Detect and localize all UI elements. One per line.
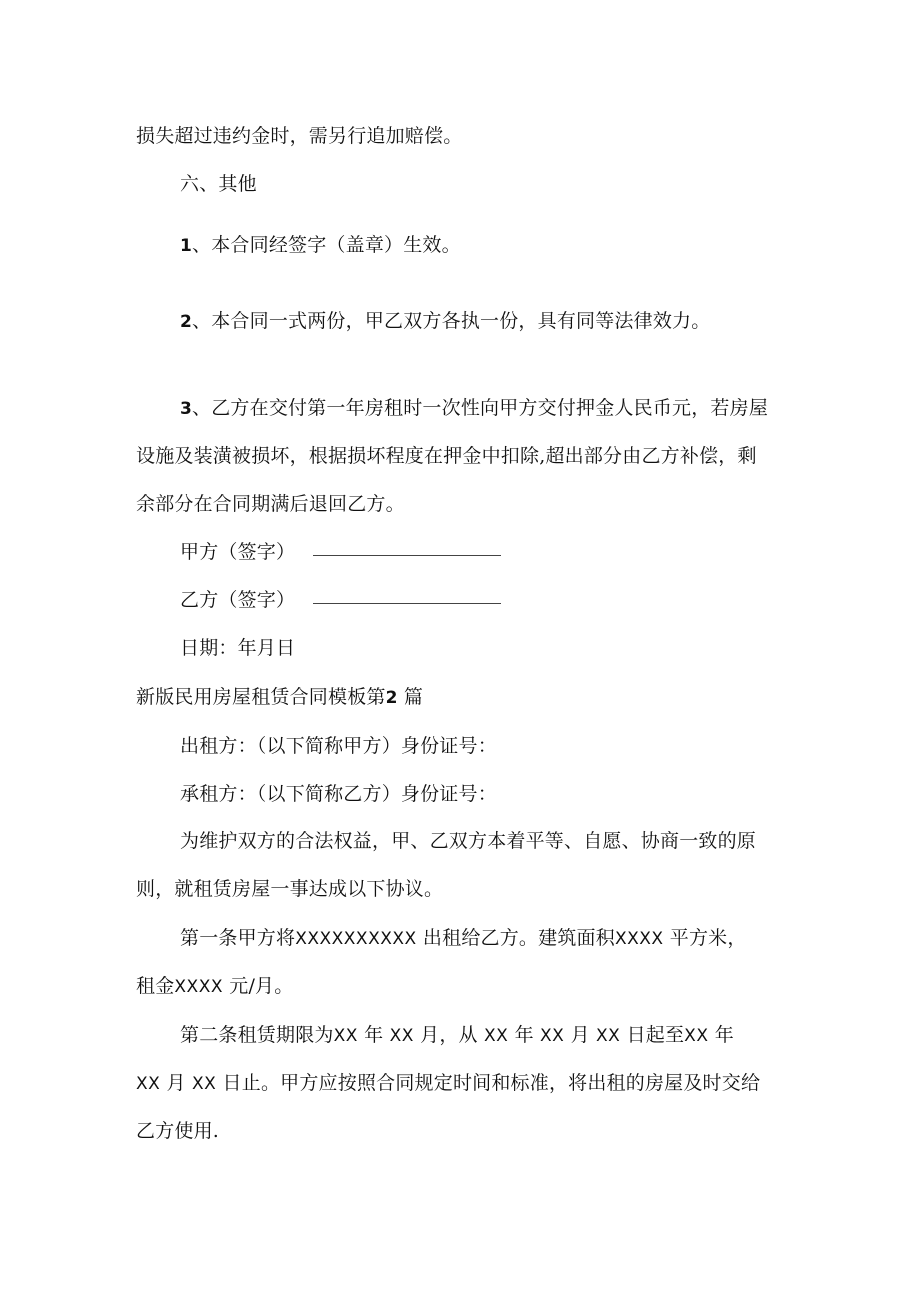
paragraph-line (136, 1119, 219, 1143)
placeholder-x: XXXX (614, 929, 664, 949)
paragraph-line (136, 877, 443, 901)
paragraph-line (136, 124, 462, 148)
text: 年 (364, 1024, 384, 1046)
title-suffix: 篇 (403, 686, 424, 708)
placeholder-x: XX (684, 1026, 709, 1046)
article-1-line (180, 926, 747, 951)
placeholder-x: XX (192, 1074, 217, 1094)
text: 出租给乙方。建筑面积 (422, 927, 615, 949)
item-number: 1 (180, 236, 193, 256)
item-number: 2 (180, 312, 193, 332)
text: 余部分在合同期满后退回乙方。 (136, 493, 405, 515)
placeholder-x: XX (540, 1026, 565, 1046)
paragraph-line (180, 829, 756, 853)
text: 乙方使用. (136, 1120, 220, 1142)
signature-party-b (180, 588, 501, 612)
section-heading (180, 172, 257, 196)
placeholder-x: XX (484, 1026, 509, 1046)
placeholder-x: XX (596, 1026, 621, 1046)
text: 第一条甲方将 (180, 927, 296, 949)
document-title (136, 685, 423, 710)
lessee-line (180, 782, 497, 806)
text: 日期：年月日 (180, 637, 296, 659)
text: 出租方：（以下简称甲方）身份证号： (180, 735, 497, 757)
text: 日起至 (626, 1024, 685, 1046)
title-text: 新版民用房屋租赁合同模板第 (136, 686, 386, 708)
text: 年 (514, 1024, 534, 1046)
list-item (180, 233, 461, 258)
item-number: 3 (180, 399, 193, 419)
text: 设施及装潢被损坏，根据损坏程度在押金中扣除,超出部分由乙方补偿，剩 (136, 445, 757, 467)
paragraph-line (136, 974, 293, 999)
text: 年 (714, 1024, 734, 1046)
article-2-line (180, 1023, 734, 1048)
text: 承租方：（以下简称乙方）身份证号： (180, 783, 497, 805)
text: 日止。甲方应按照合同规定时间和标准，将出租的房屋及时交给 (222, 1072, 761, 1094)
signature-label: 乙方（签字） (180, 589, 296, 611)
item-text: 、本合同经签字（盖章）生效。 (192, 234, 461, 256)
text: 元/月。 (229, 975, 294, 997)
signature-label: 甲方（签字） (180, 541, 296, 563)
text: 租金 (136, 975, 175, 997)
text: 为维护双方的合法权益，甲、乙双方本着平等、自愿、协商一致的原 (180, 830, 757, 852)
text: 平方米， (669, 927, 747, 949)
placeholder-x: XX (389, 1026, 414, 1046)
placeholder-x: XXXXXXXXXX (295, 929, 417, 949)
placeholder-x: XXXX (174, 977, 223, 997)
text: 则，就租赁房屋一事达成以下协议。 (136, 878, 444, 900)
text: 第二条租赁期限为 (180, 1024, 334, 1046)
paragraph-line (136, 444, 757, 468)
signature-line (313, 603, 501, 604)
list-item (180, 309, 710, 334)
paragraph-line (136, 1071, 760, 1096)
placeholder-x: XX (333, 1026, 358, 1046)
title-number: 2 (385, 688, 398, 708)
placeholder-x: XX (136, 1074, 161, 1094)
date-line (180, 636, 295, 660)
signature-line (313, 555, 501, 556)
item-text: 、乙方在交付第一年房租时一次性向甲方交付押金人民币元，若房屋 (192, 397, 769, 419)
text: 损失超过违约金时，需另行追加赔偿。 (136, 125, 463, 147)
item-text: 、本合同一式两份，甲乙双方各执一份，具有同等法律效力。 (192, 310, 711, 332)
paragraph-line (136, 492, 405, 516)
lessor-line (180, 734, 497, 758)
text: 月 (570, 1024, 590, 1046)
list-item (180, 396, 768, 421)
text: 六、其他 (180, 173, 257, 195)
signature-party-a (180, 540, 501, 564)
text: 月，从 (420, 1024, 478, 1046)
text: 月 (166, 1072, 186, 1094)
